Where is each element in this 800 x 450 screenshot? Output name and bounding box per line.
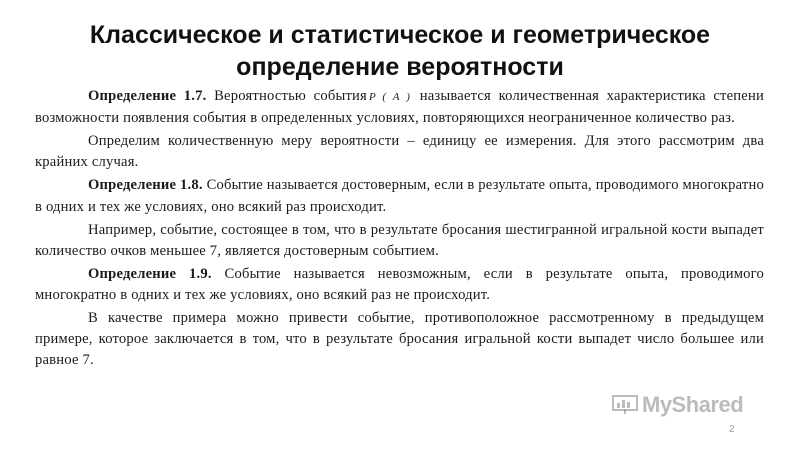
paragraph-measure — [35, 131, 764, 173]
watermark-text: MyShared — [642, 392, 744, 417]
definition-label: Определение 1.8. — [88, 177, 203, 194]
watermark — [612, 393, 743, 417]
paragraph-text: Определим количественную меру вероятности – единицу ее измерения. Для этого рассмотрим два крайних случая. — [35, 133, 764, 171]
paragraph-definition-1-7 — [35, 86, 764, 129]
definition-label: Определение 1.9. — [88, 265, 212, 282]
paragraph-text: Событие называется невозможным, если в результате опыта, проводимого многократно в одних и тех же условиях, оно всякий раз не происходит. — [35, 265, 764, 304]
formula-p-a: P ( A ) — [368, 91, 411, 103]
slide-body — [35, 86, 764, 373]
page-number: 2 — [729, 424, 735, 435]
paragraph-text: Событие называется достоверным, если в результате опыта, проводимого многократно в одних и тех же условиях, оно всякий раз происходит. — [35, 177, 764, 215]
slide-title-line-1: Классическое и статистическое и геометрическое — [89, 21, 711, 49]
slide-title-line-2: определение вероятности — [236, 53, 564, 81]
paragraph-example-impossible — [35, 308, 764, 372]
definition-label: Определение 1.7. — [88, 88, 207, 104]
paragraph-text: Например, событие, состоящее в том, что в результате бросания шестигранной игральной кости выпадет количество очков меньшее 7, является достоверным событием. — [35, 221, 764, 259]
paragraph-definition-1-8 — [35, 175, 764, 217]
paragraph-text: В качестве примера можно привести событие, противоположное рассмотренному в предыдущем примере, которое заключается в том, что в результате бросания игральной кости выпадет число большее или равное 7. — [35, 310, 764, 369]
paragraph-example-certain — [35, 220, 764, 262]
paragraph-text: называется количественная характеристика степени возможности появления события в определенных условиях, повторяющихся неограниченное количество раз. — [35, 88, 764, 127]
paragraph-text: Вероятностью события — [214, 88, 367, 104]
presentation-board-icon — [612, 395, 638, 415]
paragraph-definition-1-9 — [35, 264, 764, 306]
